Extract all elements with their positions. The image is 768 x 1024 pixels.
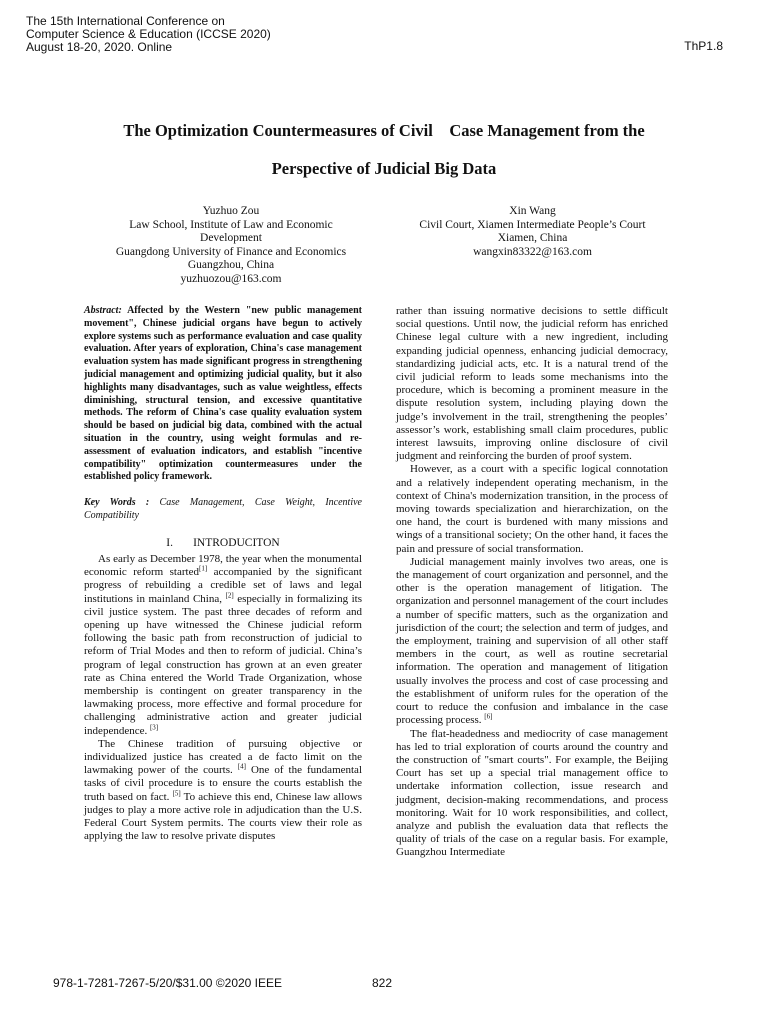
author-affiliation: Guangdong University of Finance and Economics <box>115 245 347 258</box>
paragraph-text: Judicial management mainly involves two areas, one is the management of court organization and personnel, and the other is the operation management of litigation. The organization and personnel management of the court includes a number of specific matters, such as the organization and jurisdiction of the court; the selection and term of judges, and the employment, training and supervision of all other staff members in the court, as well as routine secretarial information. The operation and management of litigation usually involves the process and cost of case processing and the establishment of uniform rules for the operation of the court to reduce the confusion and imbalance in the case processing process. <box>396 555 668 727</box>
abstract <box>84 305 362 484</box>
conference-header <box>26 15 271 54</box>
right-body <box>396 305 668 860</box>
page-number: 822 <box>372 976 393 990</box>
paragraph-text: One of the fundamental tasks of civil procedure is to ensure the courts establish the truth based on fact. <box>84 764 362 803</box>
keywords <box>84 497 362 523</box>
author-block <box>400 205 665 259</box>
title-line: The Optimization Countermeasures of Civil Case Management from the <box>123 121 645 140</box>
citation-ref: [6] <box>484 712 493 721</box>
author-affiliation: Guangzhou, China <box>187 259 275 271</box>
citation-ref: [4] <box>237 762 246 771</box>
session-code: ThP1.8 <box>684 39 723 53</box>
paragraph-text: To achieve this end, Chinese law allows judges to play a more active role in adjudication than the U.S. Federal Court System permits. The courts view their role as applying the law to resolve private disputes <box>84 790 363 843</box>
paragraph-text: rather than issuing normative decisions to settle difficult social questions. Until now, the judicial reform has enriched Chinese legal culture with a new ingredient, including expanding judicial openness, enhancing judicial democracy, standardizing judicial acts, etc. It is a natural trend of the civil judicial reform to leads some mechanisms into the procedure, which is becoming a prominent measure in the dispute resolution system, including playing down the judge’s involvement in the trail, strengthening the peoples’ assessor’s work, establishing small claim procedures, public interest lawsuits, improving online disclosure of civil judgment and reinforcing the burden of proof system. <box>396 305 668 463</box>
section-heading: I. INTRODUCITON <box>166 536 280 549</box>
keywords-text: Case Management, Case Weight, Incentive Compatibility <box>84 497 362 521</box>
citation-ref: [5] <box>172 788 181 797</box>
citation-ref: [1] <box>198 564 208 573</box>
author-name: Yuzhuo Zou <box>202 205 260 217</box>
body-paragraph <box>84 738 362 844</box>
paragraph-text: especially in formalizing its civil justice system. The past three decades of reform and opening up have witnessed the Chinese judicial reform following the basic path from reconstruction of judicial to reform of Trial Modes and then to reform of judicial. China’s program of legal construction has grown at an even greater rate as China entered the World Trade Organization, whose membership is contingent on greater transparency in the lawmaking process, more effective and formal procedure for challenging administrative action and greater judicial independence. <box>84 592 362 737</box>
conference-line: The 15th International Conference on <box>26 14 225 28</box>
body-paragraph <box>396 463 668 555</box>
author-affiliation: Law School, Institute of Law and Economic <box>129 218 333 231</box>
body-paragraph <box>396 556 668 728</box>
body-paragraph <box>396 305 668 463</box>
author-affiliation: Development <box>200 232 262 244</box>
body-paragraph <box>84 553 362 738</box>
abstract-label: Abstract: <box>84 305 122 316</box>
left-column <box>84 305 362 843</box>
author-block <box>95 205 367 286</box>
citation-ref: [3] <box>149 722 159 731</box>
paragraph-text: As early as December 1978, the year when the monumental economic reform started <box>84 552 362 579</box>
right-column <box>396 305 668 860</box>
left-body <box>84 553 362 843</box>
author-affiliation: Xiamen, China <box>497 232 568 244</box>
author-email: yuzhuozou@163.com <box>180 272 282 285</box>
body-paragraph <box>396 728 668 860</box>
abstract-text: Affected by the Western "new public management movement", Chinese judicial organs have begun to actively explore systems such as performance evaluation and case quality evaluation. After years of exploration, China's case management evaluation system has made significant progress in strengthening judicial management and optimizing judicial quality, but it also highlights many disadvantages, such as value weightless, effects diminishing, structural tension, and excessive quantitative methods. The reform of China's case quality evaluation system should be based on judicial big data, combined with the actual situation in the country, using weight formulas and re-assessment of evaluation indicators, and establish "incentive compatibility" optimization countermeasures under the established policy framework. <box>84 305 362 483</box>
author-name: Xin Wang <box>509 205 556 217</box>
paragraph-text: accompanied by the significant progress of rebuilding a credible set of laws and legal institutions in mainland China, <box>84 566 362 605</box>
conference-line: Computer Science & Education (ICCSE 2020) <box>26 27 271 41</box>
author-affiliation: Civil Court, Xiamen Intermediate People’s Court <box>419 218 646 231</box>
copyright-footer: 978-1-7281-7267-5/20/$31.00 ©2020 IEEE <box>53 976 283 990</box>
conference-line: August 18-20, 2020. Online <box>26 40 173 54</box>
paragraph-text: The Chinese tradition of pursuing objective or individualized justice has created a de facto limit on the lawmaking power of the courts. <box>84 737 362 777</box>
keywords-label: Key Words : <box>84 497 150 509</box>
author-email: wangxin83322@163.com <box>473 245 592 258</box>
paragraph-text: The flat-headedness and mediocrity of case management has led to trial exploration of courts around the country and the construction of "smart courts". For example, the Beijing Court has set up a special trial management office to undertake information collection, issue research and judgment, decision-making recommendations, and process monitoring. Wait for 10 work responsibilities, and collect, analyze and publish the evaluation data that reflects the quality of trials of the case on a regular basis. For example, Guangzhou Intermediate <box>396 727 668 859</box>
citation-ref: [2] <box>225 590 234 599</box>
title-line: Perspective of Judicial Big Data <box>271 159 497 178</box>
paragraph-text: However, as a court with a specific logical connotation and a relatively independent operating mechanism, in the context of China's modernization transition, in the process of moving towards specialization and hierarchization, on the one hand, the court is burdened with many missions and wings of a transitional society; On the other hand, it faces the pain and pressure of social transformation. <box>396 463 668 555</box>
